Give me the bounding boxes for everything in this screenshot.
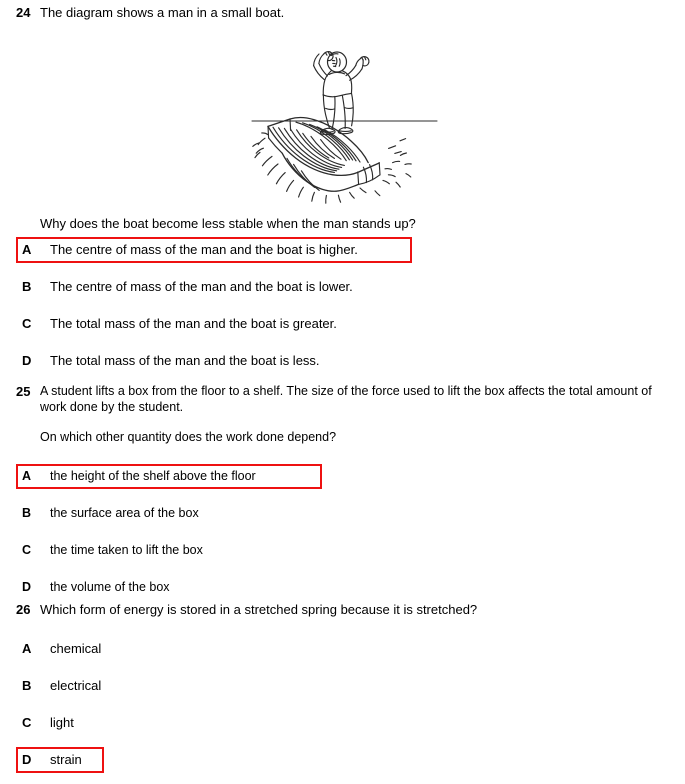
option-letter: A bbox=[22, 469, 32, 483]
question-25-number: 25 bbox=[16, 384, 31, 399]
question-25 bbox=[0, 383, 685, 612]
option-letter: B bbox=[22, 279, 32, 294]
option-text: The total mass of the man and the boat is greater. bbox=[50, 316, 337, 331]
option-text: The total mass of the man and the boat is less. bbox=[50, 353, 320, 368]
option-letter: D bbox=[22, 353, 32, 368]
question-25-option-a[interactable] bbox=[16, 464, 322, 489]
question-24-option-d[interactable] bbox=[16, 348, 685, 374]
option-text: The centre of mass of the man and the boat is lower. bbox=[50, 279, 353, 294]
question-24-option-a[interactable] bbox=[16, 237, 412, 263]
question-26-heading bbox=[0, 601, 685, 618]
question-25-subprompt: On which other quantity does the work done depend? bbox=[40, 430, 337, 444]
question-24-option-b[interactable] bbox=[16, 274, 685, 300]
option-text: strain bbox=[50, 752, 82, 767]
question-26-option-d[interactable] bbox=[16, 747, 104, 773]
option-text: the time taken to lift the box bbox=[50, 543, 203, 557]
option-letter: C bbox=[22, 316, 32, 331]
option-text: electrical bbox=[50, 678, 102, 693]
option-text: light bbox=[50, 715, 74, 730]
question-26-option-a[interactable] bbox=[16, 636, 685, 662]
question-25-heading bbox=[0, 383, 685, 415]
option-letter: A bbox=[22, 242, 32, 257]
question-24-stem: The diagram shows a man in a small boat. bbox=[40, 5, 285, 20]
question-24-number: 24 bbox=[16, 5, 31, 20]
question-24-option-c[interactable] bbox=[16, 311, 685, 337]
question-26 bbox=[0, 601, 685, 784]
option-text: the surface area of the box bbox=[50, 506, 199, 520]
question-24-heading bbox=[0, 4, 685, 21]
question-26-options bbox=[16, 636, 685, 773]
question-26-stem: Which form of energy is stored in a stretched spring because it is stretched? bbox=[40, 602, 478, 617]
question-26-option-b[interactable] bbox=[16, 673, 685, 699]
option-letter: C bbox=[22, 543, 32, 557]
question-25-stem: A student lifts a box from the floor to a shelf. The size of the force used to lift the box affects the total amount of work done by the student. bbox=[40, 384, 652, 414]
option-letter: A bbox=[22, 641, 32, 656]
question-26-number: 26 bbox=[16, 602, 31, 617]
option-text: the height of the shelf above the floor bbox=[50, 469, 256, 483]
question-25-option-d[interactable] bbox=[16, 575, 685, 600]
question-25-option-c[interactable] bbox=[16, 538, 685, 563]
option-text: The centre of mass of the man and the boat is higher. bbox=[50, 242, 358, 257]
question-26-option-c[interactable] bbox=[16, 710, 685, 736]
question-25-options bbox=[16, 464, 685, 600]
option-letter: C bbox=[22, 715, 32, 730]
option-letter: D bbox=[22, 752, 32, 767]
question-24-subprompt-wrap bbox=[0, 215, 685, 232]
question-24 bbox=[0, 4, 685, 385]
option-letter: B bbox=[22, 506, 32, 520]
option-letter: B bbox=[22, 678, 32, 693]
man-standing-in-small-boat-diagram bbox=[232, 30, 452, 212]
question-24-subprompt: Why does the boat become less stable when the man stands up? bbox=[40, 216, 416, 231]
option-letter: D bbox=[22, 580, 32, 594]
option-text: chemical bbox=[50, 641, 102, 656]
option-text: the volume of the box bbox=[50, 580, 170, 594]
question-25-option-b[interactable] bbox=[16, 501, 685, 526]
question-24-options bbox=[16, 237, 685, 374]
